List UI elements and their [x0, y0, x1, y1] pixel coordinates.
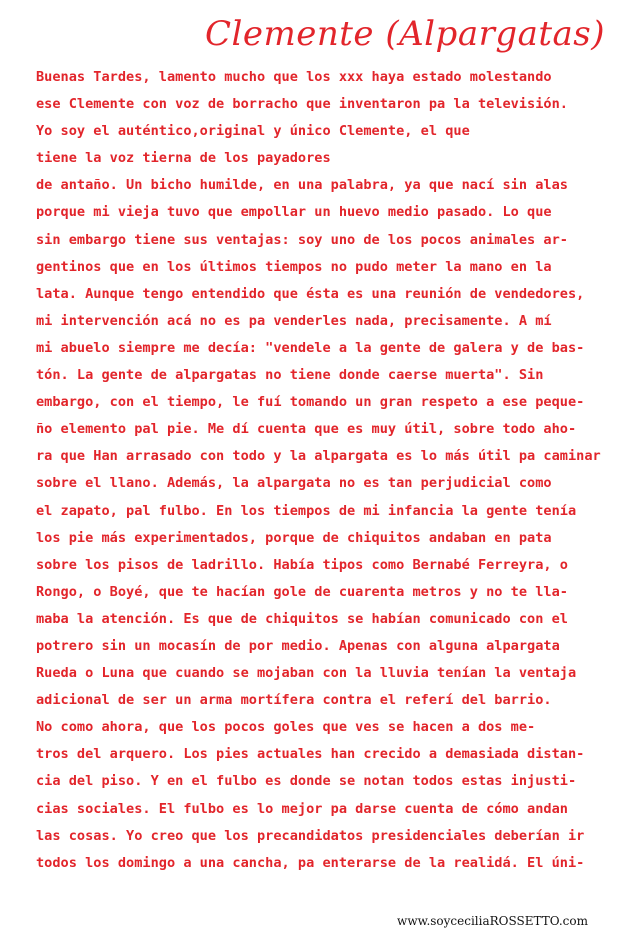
text-line: ese Clemente con voz de borracho que inventaron pa la televisión.	[36, 96, 568, 113]
text-line: mi abuelo siempre me decía: "vendele a la gente de galera y de bas-	[36, 339, 585, 356]
text-line: cias sociales. El fulbo es lo mejor pa darse cuenta de cómo andan	[36, 800, 568, 817]
text-line: tiene la voz tierna de los payadores	[36, 150, 331, 167]
text-line: tros del arquero. Los pies actuales han crecido a demasiada distan-	[36, 746, 585, 763]
text-line: tón. La gente de alpargatas no tiene donde caerse muerta". Sin	[36, 367, 544, 384]
text-line: sobre los pisos de ladrillo. Había tipos como Bernabé Ferreyra, o	[36, 556, 568, 573]
text-line: Rueda o Luna que cuando se mojaban con la lluvia tenían la ventaja	[36, 665, 577, 682]
text-line: el zapato, pal fulbo. En los tiempos de mi infancia la gente tenía	[36, 502, 577, 519]
text-line: embargo, con el tiempo, le fuí tomando un gran respeto a ese peque-	[36, 394, 585, 411]
typed-text-body	[36, 64, 601, 877]
text-line: ra que Han arrasado con todo y la alpargata es lo más útil pa caminar	[36, 448, 601, 465]
text-line: sin embargo tiene sus ventajas: soy uno de los pocos animales ar-	[36, 231, 568, 248]
text-line: Buenas Tardes, lamento mucho que los xxx haya estado molestando	[36, 69, 552, 85]
text-line: los pie más experimentados, porque de chiquitos andaban en pata	[36, 529, 552, 546]
text-line: potrero sin un mocasín de por medio. Apenas con alguna alpargata	[36, 637, 560, 654]
text-line: lata. Aunque tengo entendido que ésta es una reunión de vendedores,	[36, 285, 585, 302]
text-line: adicional de ser un arma mortífera contra el referí del barrio.	[36, 692, 552, 709]
text-line: porque mi vieja tuvo que empollar un huevo medio pasado. Lo que	[36, 204, 552, 221]
handwritten-title: Clemente (Alpargatas)	[205, 14, 606, 54]
text-line: las cosas. Yo creo que los precandidatos presidenciales deberían ir	[36, 827, 585, 844]
text-line: Yo soy el auténtico,original y único Clemente, el que	[36, 123, 470, 140]
text-line: cia del piso. Y en el fulbo es donde se notan todos estas injusti-	[36, 773, 577, 790]
text-line: No como ahora, que los pocos goles que ves se hacen a dos me-	[36, 719, 536, 736]
website-footer: www.soyceciliaROSSETTO.com	[397, 914, 588, 928]
text-line: sobre el llano. Además, la alpargata no es tan perjudicial como	[36, 475, 552, 492]
text-line: ño elemento pal pie. Me dí cuenta que es muy útil, sobre todo aho-	[36, 421, 577, 438]
text-line: todos los domingo a una cancha, pa enterarse de la realidá. El úni-	[36, 854, 585, 871]
text-line: mi intervención acá no es pa venderles nada, precisamente. A mí	[36, 312, 552, 329]
text-line: Rongo, o Boyé, que te hacían gole de cuarenta metros y no te lla-	[36, 583, 568, 600]
text-line: maba la atención. Es que de chiquitos se habían comunicado con el	[36, 610, 568, 627]
text-line: de antaño. Un bicho humilde, en una palabra, ya que nací sin alas	[36, 177, 568, 194]
text-line: gentinos que en los últimos tiempos no pudo meter la mano en la	[36, 258, 552, 275]
